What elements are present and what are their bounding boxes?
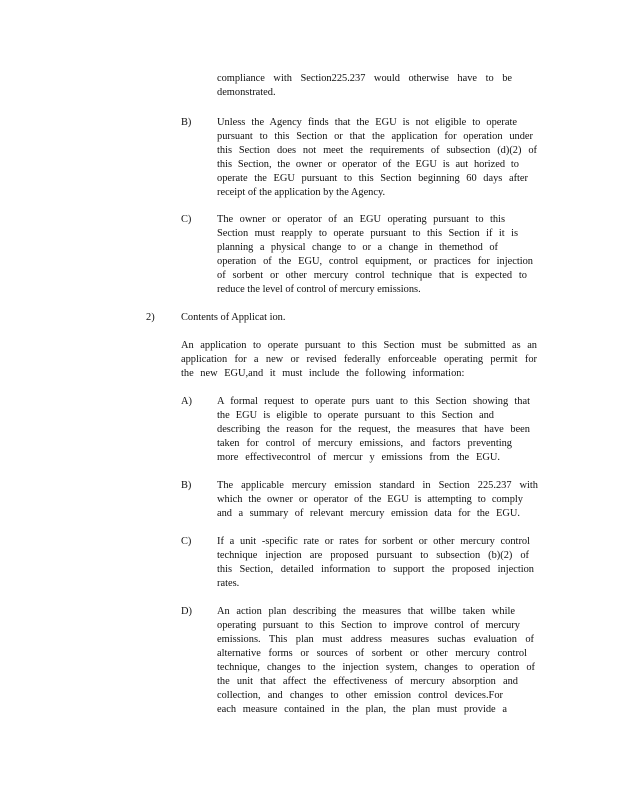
text-line: The applicable mercury emission standard in Section 225.237 with xyxy=(217,480,538,491)
text-line: of sorbent or other mercury control technique that is expected to xyxy=(217,270,527,281)
text-line: the EGU is eligible to operate pursuant to this Section and xyxy=(217,410,494,421)
item-label: A) xyxy=(181,396,192,407)
text-line: which the owner or operator of the EGU is attempting to comply xyxy=(217,494,523,505)
text-line: emissions. This plan must address measures suchas evaluation of xyxy=(217,634,534,645)
text-line: A formal request to operate purs uant to this Section showing that xyxy=(217,396,530,407)
text-line: compliance with Section225.237 would otherwise have to be xyxy=(217,73,512,84)
item-label: C) xyxy=(181,536,192,547)
text-line: planning a physical change to or a change in themethod of xyxy=(217,242,498,253)
text-line: describing the reason for the request, the measures that have been xyxy=(217,424,530,435)
text-line: Section must reapply to operate pursuant to this Section if it is xyxy=(217,228,518,239)
text-line: and a summary of relevant mercury emission data for the EGU. xyxy=(217,508,520,519)
text-line: each measure contained in the plan, the plan must provide a xyxy=(217,704,507,715)
text-line: receipt of the application by the Agency. xyxy=(217,187,386,198)
text-line: taken for control of mercury emissions, and factors preventing xyxy=(217,438,512,449)
text-line: An action plan describing the measures that willbe taken while xyxy=(217,606,515,617)
text-line: operating pursuant to this Section to improve control of mercury xyxy=(217,620,520,631)
text-line: If a unit -specific rate or rates for sorbent or other mercury control xyxy=(217,536,530,547)
text-line: operate the EGU pursuant to this Section beginning 60 days after xyxy=(217,173,528,184)
text-line: application for a new or revised federally enforceable operating permit for xyxy=(181,354,537,365)
item-label: C) xyxy=(181,214,192,225)
text-line: the new EGU,and it must include the following information: xyxy=(181,368,465,379)
text-line: technique, changes to the injection system, changes to operation of xyxy=(217,662,535,673)
section-number: 2) xyxy=(146,312,155,323)
text-line: alternative forms or sources of sorbent or other mercury control xyxy=(217,648,527,659)
text-line: Unless the Agency finds that the EGU is not eligible to operate xyxy=(217,117,517,128)
text-line: technique injection are proposed pursuant to subsection (b)(2) of xyxy=(217,550,529,561)
item-label: D) xyxy=(181,606,192,617)
text-line: the unit that affect the effectiveness of mercury absorption and xyxy=(217,676,518,687)
text-line: An application to operate pursuant to this Section must be submitted as an xyxy=(181,340,537,351)
text-line: this Section does not meet the requirements of subsection (d)(2) of xyxy=(217,145,537,156)
text-line: this Section, the owner or operator of the EGU is aut horized to xyxy=(217,159,519,170)
text-line: operation of the EGU, control equipment, or practices for injection xyxy=(217,256,533,267)
text-line: demonstrated. xyxy=(217,87,276,98)
text-line: The owner or operator of an EGU operating pursuant to this xyxy=(217,214,505,225)
item-label: B) xyxy=(181,117,192,128)
text-line: collection, and changes to other emission control devices.For xyxy=(217,690,503,701)
item-label: B) xyxy=(181,480,192,491)
text-line: rates. xyxy=(217,578,240,589)
text-line: reduce the level of control of mercury emissions. xyxy=(217,284,421,295)
text-line: more effectivecontrol of mercur y emissions from the EGU. xyxy=(217,452,500,463)
text-line: this Section, detailed information to support the proposed injection xyxy=(217,564,534,575)
section-heading: Contents of Applicat ion. xyxy=(181,312,286,323)
text-line: pursuant to this Section or that the application for operation under xyxy=(217,131,533,142)
